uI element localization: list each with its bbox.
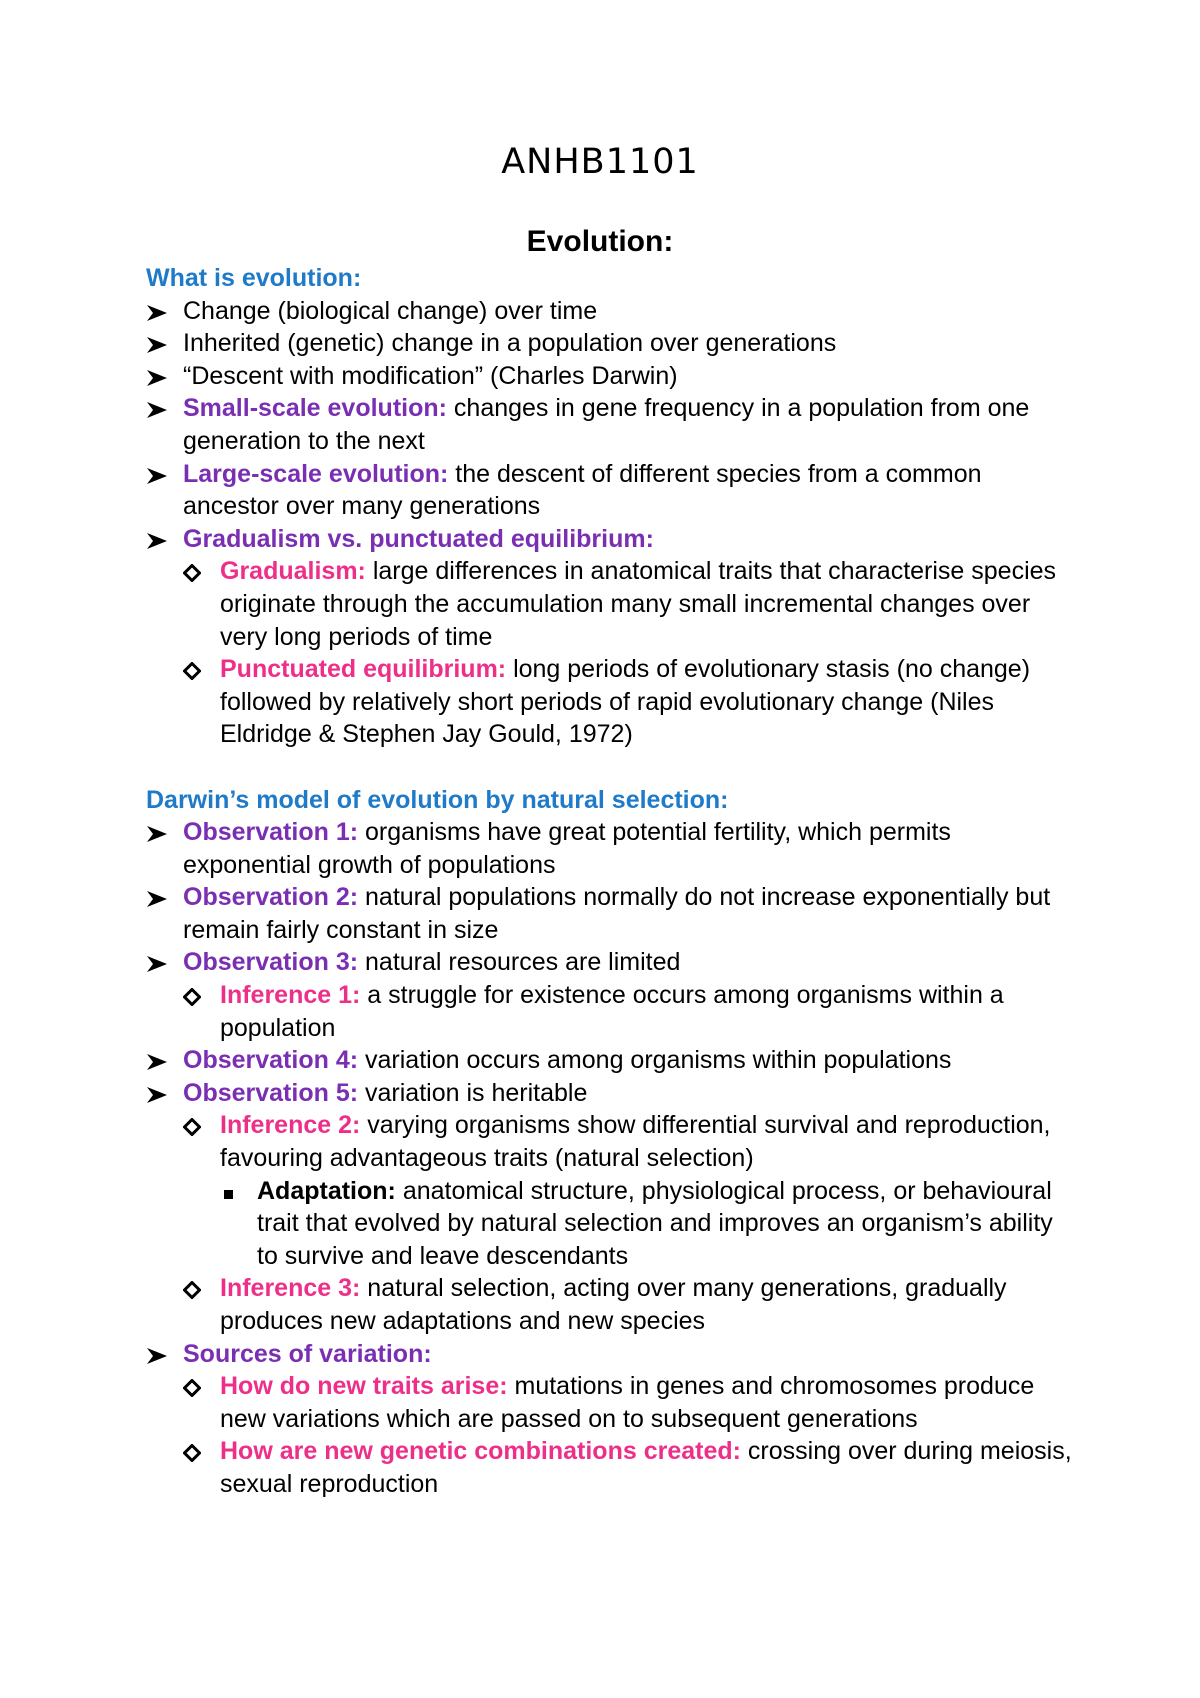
item-text: crossing over during meiosis, sexual reproduction xyxy=(220,1437,1072,1498)
arrow-icon xyxy=(146,881,176,917)
diamond-icon xyxy=(183,1272,213,1308)
list-item xyxy=(146,360,1076,393)
arrow-icon xyxy=(146,1044,176,1080)
item-text: the descent of different species from a common ancestor over many generations xyxy=(183,459,982,521)
item-term: Inference 3: xyxy=(220,1274,361,1303)
list-item xyxy=(183,1272,1076,1337)
item-text: natural populations normally do not increase exponentially but remain fairly constant in size xyxy=(183,883,1051,944)
paragraph-spacer xyxy=(146,751,1076,784)
document-content xyxy=(146,262,1076,1501)
item-term: Observation 4: xyxy=(183,1046,359,1075)
list-item xyxy=(183,979,1076,1044)
bullet-list-darwin-model xyxy=(146,816,1076,1500)
list-item xyxy=(146,458,1076,523)
item-text: variation occurs among organisms within populations xyxy=(358,1046,952,1075)
sub-list xyxy=(183,979,1076,1044)
list-item xyxy=(183,1370,1076,1435)
item-text: large differences in anatomical traits that characterise species originate through the accumulation many small incremental changes over very long periods of time xyxy=(220,557,1057,651)
item-text: natural resources are limited xyxy=(358,948,681,977)
list-item xyxy=(146,1077,1076,1338)
item-term: Observation 5: xyxy=(183,1078,359,1107)
item-text: Inherited (genetic) change in a population over generations xyxy=(183,329,837,358)
arrow-icon xyxy=(146,360,176,396)
item-term: Punctuated equilibrium: xyxy=(220,655,507,684)
arrow-icon xyxy=(146,523,176,559)
item-text: Change (biological change) over time xyxy=(183,296,598,325)
list-item xyxy=(183,653,1076,751)
item-text: variation is heritable xyxy=(358,1078,588,1107)
item-text: “Descent with modification” (Charles Darwin) xyxy=(183,361,678,390)
item-text: long periods of evolutionary stasis (no change) followed by relatively short periods of rapid evolutionary change (Niles Eldridge & Stephen Jay Gould, 1972) xyxy=(220,655,1031,749)
list-item xyxy=(146,1044,1076,1077)
list-item xyxy=(146,816,1076,881)
arrow-icon xyxy=(146,1338,176,1374)
sub-list xyxy=(183,1109,1076,1337)
item-text: varying organisms show differential survival and reproduction, favouring advantageous traits (natural selection) xyxy=(220,1111,1051,1173)
section-title-what-is-evolution: What is evolution: xyxy=(146,264,362,292)
item-term: Observation 1: xyxy=(183,818,359,847)
item-term: Adaptation: xyxy=(257,1176,396,1205)
item-term: How do new traits arise: xyxy=(220,1372,508,1401)
item-term: Gradualism vs. punctuated equilibrium: xyxy=(183,524,654,553)
sub-list xyxy=(183,1370,1076,1500)
arrow-icon xyxy=(146,458,176,494)
item-text: mutations in genes and chromosomes produce new variations which are passed on to subsequent generations xyxy=(220,1372,1035,1433)
list-item xyxy=(183,1435,1076,1500)
list-item xyxy=(183,1109,1076,1272)
diamond-icon xyxy=(183,555,213,591)
item-text: natural selection, acting over many generations, gradually produces new adaptations and new species xyxy=(220,1274,1007,1335)
diamond-icon xyxy=(183,653,213,689)
arrow-icon xyxy=(146,1077,176,1113)
item-term: Inference 1: xyxy=(220,981,361,1010)
diamond-icon xyxy=(183,979,213,1015)
square-icon xyxy=(220,1175,250,1208)
bullet-list-what-is-evolution xyxy=(146,295,1076,751)
section-title-darwin-model: Darwin’s model of evolution by natural selection: xyxy=(146,785,729,814)
item-text: anatomical structure, physiological process, or behavioural trait that evolved by natural selection and improves an organism’s ability to survive and leave descendants xyxy=(257,1176,1053,1270)
arrow-icon xyxy=(146,327,176,363)
item-term: Gradualism: xyxy=(220,557,366,586)
item-term: Observation 2: xyxy=(183,883,359,912)
list-item xyxy=(220,1175,1076,1273)
item-term: Small-scale evolution: xyxy=(183,394,447,423)
list-item xyxy=(146,327,1076,360)
list-item xyxy=(146,523,1076,751)
item-text: organisms have great potential fertility, which permits exponential growth of populations xyxy=(183,818,951,879)
arrow-icon xyxy=(146,392,176,428)
list-item xyxy=(146,946,1076,1044)
document-title: ANHB1101 xyxy=(501,142,699,182)
diamond-icon xyxy=(183,1109,213,1145)
item-text: changes in gene frequency in a population from one generation to the next xyxy=(183,394,1030,455)
list-item xyxy=(146,881,1076,946)
arrow-icon xyxy=(146,946,176,982)
item-term: Large-scale evolution: xyxy=(183,459,449,488)
item-term: Sources of variation: xyxy=(183,1339,432,1368)
arrow-icon xyxy=(146,816,176,852)
list-item xyxy=(146,295,1076,328)
item-text: a struggle for existence occurs among organisms within a population xyxy=(220,981,1004,1042)
item-term: Inference 2: xyxy=(220,1111,361,1140)
diamond-icon xyxy=(183,1435,213,1471)
page-heading: Evolution: xyxy=(526,225,674,258)
item-term: Observation 3: xyxy=(183,948,359,977)
list-item xyxy=(183,555,1076,653)
sub-list xyxy=(183,555,1076,751)
item-term: How are new genetic combinations created: xyxy=(220,1437,741,1466)
diamond-icon xyxy=(183,1370,213,1406)
arrow-icon xyxy=(146,295,176,331)
list-item xyxy=(146,1338,1076,1501)
sub-list xyxy=(220,1175,1076,1273)
list-item xyxy=(146,392,1076,457)
